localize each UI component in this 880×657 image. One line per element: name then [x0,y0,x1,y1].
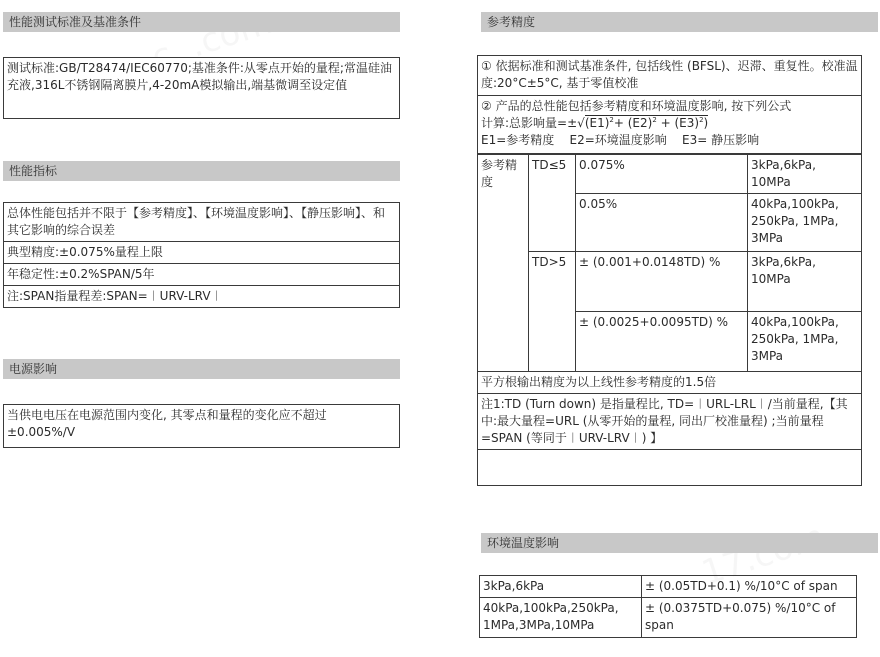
accuracy-group-label: 参考精度 [478,155,529,372]
sqrt-icon: √ [577,116,585,130]
accuracy-table [477,154,862,450]
accuracy-value: 0.05% [576,194,748,252]
accuracy-range: 40kPa,100kPa, 250kPa, 1MPa, 3MPa [748,194,862,252]
section-title: 参考精度 [487,15,536,29]
section-header-accuracy [481,12,878,32]
accuracy-value: ± (0.0025+0.0095TD) % [576,312,748,372]
performance-box [3,202,400,308]
test-standard-text: 测试标准:GB/T28474/IEC60770;基准条件:从零点开始的量程;常温硅油充液,316L不锈钢隔离膜片,4-20mA模拟输出,端基微调至设定值 [7,61,392,92]
performance-row: 总体性能包括并不限于【参考精度】、【环境温度影响】、【静压影响】、和其它影响的综合误差 [4,203,399,242]
section-title: 环境温度影响 [487,536,560,550]
performance-row: 注:SPAN指量程差:SPAN=︱URV-LRV︱ [7,289,223,303]
section-header-temperature [481,533,878,553]
section-title: 性能测试标准及基准条件 [9,15,142,29]
accuracy-box [477,55,862,486]
td-small-label: TD≤5 [529,155,576,252]
performance-row: 典型精度:±0.075%量程上限 [4,242,399,264]
accuracy-range: 3kPa,6kPa, 10MPa [748,252,862,312]
power-text: 当供电电压在电源范围内变化, 其零点和量程的变化应不超过 ±0.005%/V [7,408,327,439]
formula-e3: + (E3) [660,116,700,130]
accuracy-value: ± (0.001+0.0148TD) % [576,252,748,312]
power-box [3,404,400,448]
section-title: 电源影响 [9,362,58,376]
formula-prefix: 计算:总影响量=± [481,116,578,130]
accuracy-defs: E1=参考精度 E2=环境温度影响 E3= 静压影响 [481,133,760,147]
temperature-table [479,575,857,638]
formula-e1: (E1) [584,116,610,130]
section-header-performance [3,161,400,181]
temp-value: ± (0.0375TD+0.075) %/10°C of span [642,598,857,638]
accuracy-range: 3kPa,6kPa, 10MPa [748,155,862,194]
temp-range: 3kPa,6kPa [480,576,642,598]
accuracy-value: 0.075% [576,155,748,194]
performance-row: 年稳定性:±0.2%SPAN/5年 [4,264,399,286]
accuracy-formula: 计算:总影响量$=\pm√(E1)^2+ (E2)^2 + (E3)^2$) [481,116,709,130]
accuracy-item-1: ① 依据标准和测试基准条件, 包括线性 (BFSL)、迟滞、重复性。校准温度:20°C±5°C, 基于零值校准 [478,56,861,96]
formula-e2: + (E2) [613,116,653,130]
section-title: 性能指标 [9,164,58,178]
turndown-note: 注1:TD (Turn down) 是指量程比, TD=︱URL-LRL︱/当前量程,【其中:最大量程=URL (从零开始的量程, 同出厂校准量程) ;当前量程=SPAN (等同于︱URV-LRV︱) 】 [478,394,862,450]
accuracy-item-2-line1: ② 产品的总性能包括参考精度和环境温度影响, 按下列公式 [481,99,792,113]
test-standard-box [3,57,400,119]
accuracy-range: 40kPa,100kPa, 250kPa, 1MPa, 3MPa [748,312,862,372]
accuracy-item-2 [478,96,861,154]
temp-value: ± (0.05TD+0.1) %/10°C of span [642,576,857,598]
section-header-power [3,359,400,379]
td-large-label: TD>5 [529,252,576,372]
temp-range: 40kPa,100kPa,250kPa, 1MPa,3MPa,10MPa [480,598,642,638]
sqrt-output-note: 平方根输出精度为以上线性参考精度的1.5倍 [478,372,862,394]
section-header-test-standard [3,12,400,32]
